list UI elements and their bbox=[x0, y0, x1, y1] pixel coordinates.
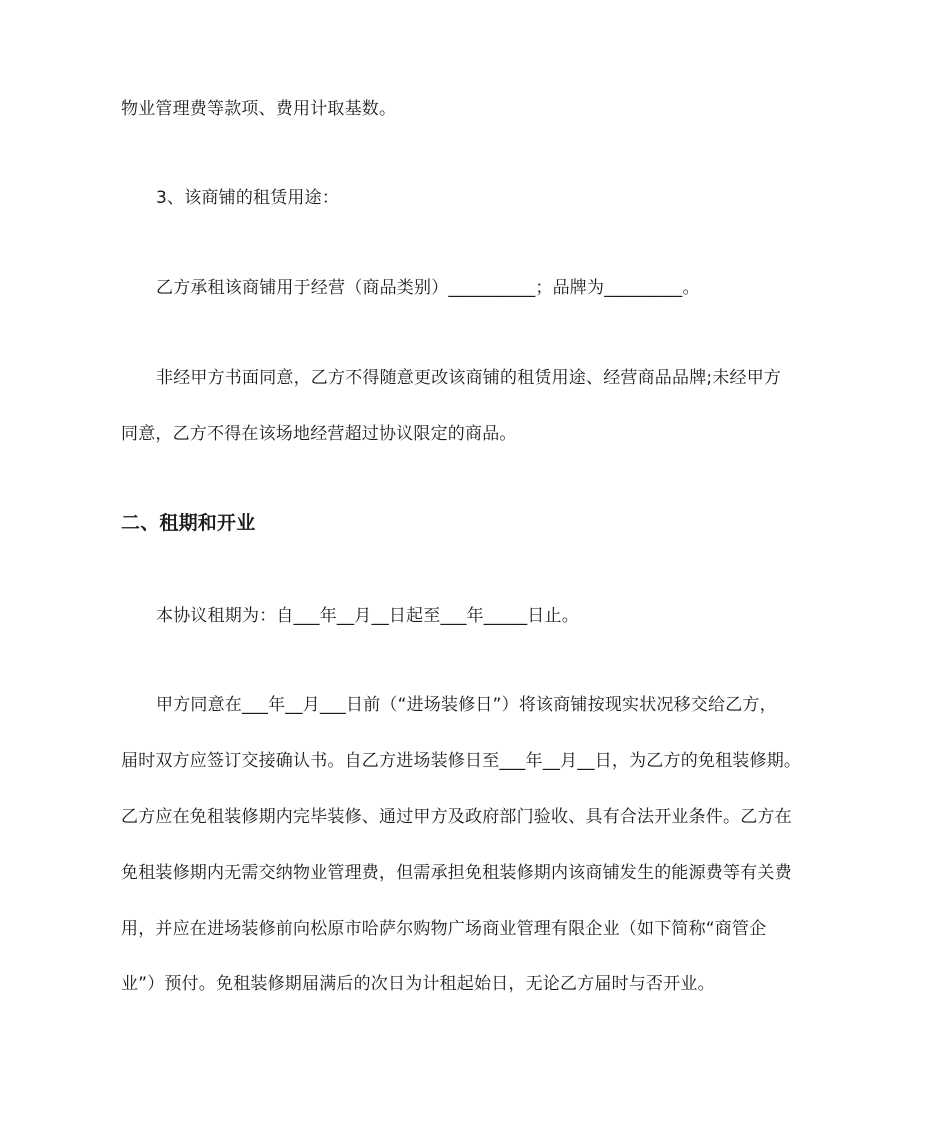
section-item-usage: 3、该商铺的租赁用途： bbox=[156, 188, 340, 208]
paragraph-line-consent-1: 非经甲方书面同意，乙方不得随意更改该商铺的租赁用途、经营商品品牌;未经甲方 bbox=[156, 368, 782, 388]
paragraph-line-handover-1: 甲方同意在___年__月___日前（“进场装修日”）将该商铺按现实状况移交给乙方， bbox=[156, 695, 777, 715]
paragraph-line-lease-term: 本协议租期为：自___年__月__日起至___年_____日止。 bbox=[156, 606, 579, 626]
paragraph-line-1: 物业管理费等款项、费用计取基数。 bbox=[121, 99, 397, 119]
section-heading-lease-term: 二、租期和开业 bbox=[121, 512, 256, 534]
paragraph-line-handover-2: 届时双方应签订交接确认书。自乙方进场装修日至___年__月__日，为乙方的免租装修期。 bbox=[121, 751, 802, 771]
paragraph-line-handover-3: 乙方应在免租装修期内完毕装修、通过甲方及政府部门验收、具有合法开业条件。乙方在 bbox=[121, 807, 792, 827]
paragraph-line-consent-2: 同意，乙方不得在该场地经营超过协议限定的商品。 bbox=[121, 424, 517, 444]
paragraph-line-category-brand: 乙方承租该商铺用于经营（商品类别）__________；品牌为_________。 bbox=[156, 278, 700, 298]
paragraph-line-handover-5: 用，并应在进场装修前向松原市哈萨尔购物广场商业管理有限企业（如下简称“商管企 bbox=[121, 919, 767, 939]
paragraph-line-handover-4: 免租装修期内无需交纳物业管理费，但需承担免租装修期内该商铺发生的能源费等有关费 bbox=[121, 863, 792, 883]
paragraph-line-handover-6: 业”）预付。免租装修期届满后的次日为计租起始日，无论乙方届时与否开业。 bbox=[121, 974, 715, 994]
